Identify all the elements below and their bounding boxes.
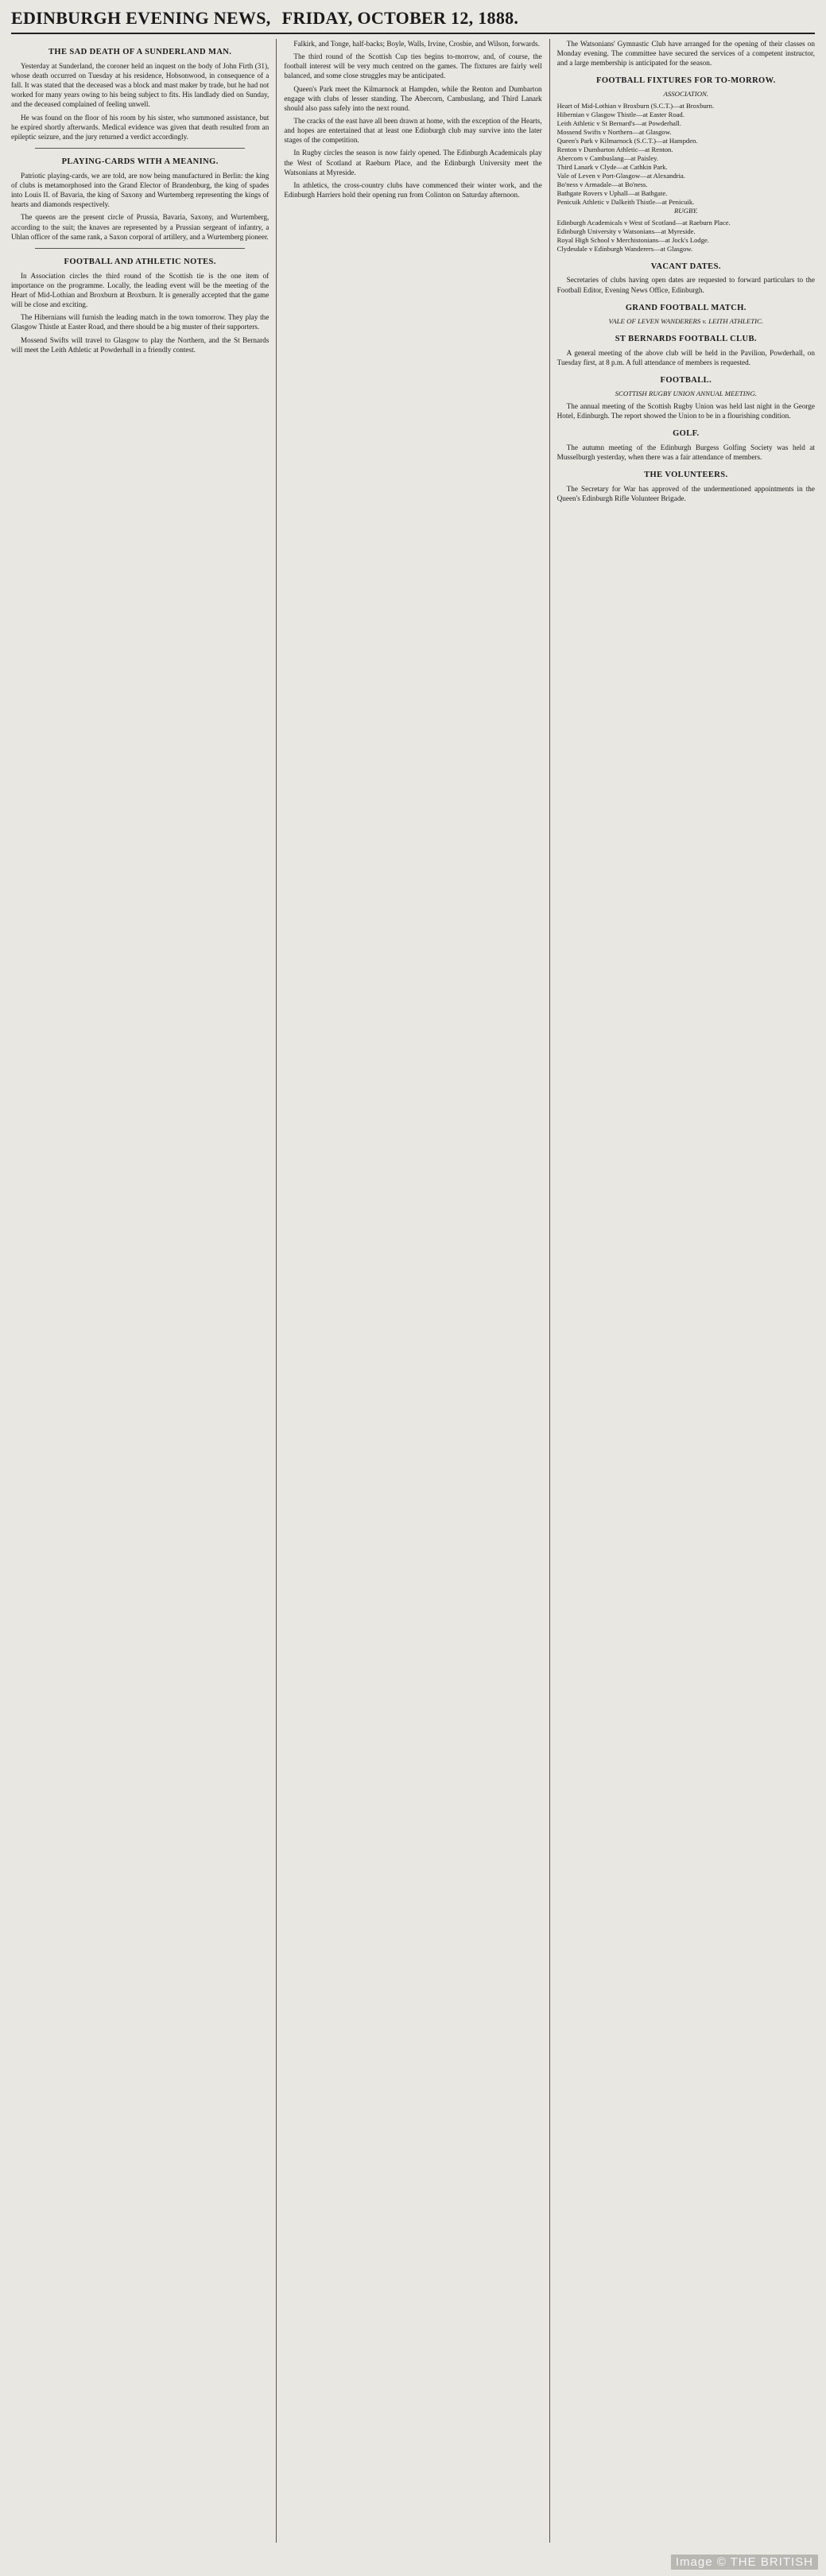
fixture-item: Abercorn v Cambuslang—at Paisley. <box>556 153 659 162</box>
article-paragraph: In Rugby circles the season is now fairly opened. The Edinburgh Academicals play the West of Scotland at Raeburn Place, and the Edinburgh University meet the Watsonians at Myreside. <box>284 149 542 176</box>
fixture-item: Queen's Park v Kilmarnock (S.C.T.)—at Hampden. <box>556 136 698 145</box>
fixture-item: Third Lanark v Clyde—at Cathkin Park. <box>556 162 668 171</box>
article-paragraph: Patriotic playing-cards, we are told, are now being manufactured in Berlin: the king of clubs is metamorphosed into the Grand Elector of Brandenburg, the king of spades into Louis II. of Bavaria, the king of Saxony and Wurtemberg representing the kings of hearts and diamonds respectively. <box>11 171 270 209</box>
divider <box>35 248 245 249</box>
fixture-item: Edinburgh University v Watsonians—at Myreside. <box>556 227 696 235</box>
article-heading: ST BERNARDS FOOTBALL CLUB. <box>615 335 757 344</box>
column-3 <box>549 39 815 2543</box>
article-paragraph: Yesterday at Sunderland, the coroner held an inquest on the body of John Firth (31), whose death occurred on Tuesday at his residence, Hobsonwood, in consequence of a fall. It was stated that the deceased was a block and mast maker by trade, but he had not worked for many years owing to his being subject to fits. His landlady died on Sunday, and the deceased complained of feeling unwell. <box>11 61 270 109</box>
divider <box>35 148 245 149</box>
fixture-item: Royal High School v Merchistonians—at Jock's Lodge. <box>556 235 709 244</box>
article-paragraph: In athletics, the cross-country clubs have commenced their winter work, and the Edinburgh Harriers hold their opening run from Colinton on Saturday afternoon. <box>284 180 542 199</box>
fixture-item: Bathgate Rovers v Uphall—at Bathgate. <box>556 188 668 197</box>
article-heading: VACANT DATES. <box>650 261 721 271</box>
article-paragraph: The cracks of the east have all been drawn at home, with the exception of the Hearts, and hopes are entertained that at least one Edinburgh club may survive into the later stages of the competition. <box>284 116 542 145</box>
article-heading: GOLF. <box>673 429 700 438</box>
article-heading: GRAND FOOTBALL MATCH. <box>625 303 747 312</box>
masthead-date: FRIDAY, OCTOBER 12, 1888. <box>281 8 519 28</box>
fixture-item: Mossend Swifts v Northern—at Glasgow. <box>556 127 672 136</box>
article-paragraph: The Watsonians' Gymnastic Club have arranged for the opening of their classes on Monday evening. The committee have secured the services of a competent instructor, and a large membership is anticipated for the season. <box>556 40 815 68</box>
sub-heading: ASSOCIATION. <box>663 90 709 99</box>
article-heading: PLAYING-CARDS WITH A MEANING. <box>61 157 219 166</box>
fixture-list <box>557 102 815 207</box>
article-paragraph: The annual meeting of the Scottish Rugby Union was held last night in the George Hotel, Edinburgh. The report showed the Union to be in a flourishing condition. <box>556 401 815 420</box>
fixture-item: Renton v Dumbarton Athletic—at Renton. <box>556 145 673 153</box>
article-heading: THE VOLUNTEERS. <box>644 471 728 480</box>
article-paragraph: The Secretary for War has approved of the undermentioned appointments in the Queen's Edinburgh Rifle Volunteer Brigade. <box>556 485 815 503</box>
article-paragraph: Falkirk, and Tonge, half-backs; Boyle, Walls, Irvine, Crosbie, and Wilson, forwards. <box>293 40 540 48</box>
article-paragraph: The autumn meeting of the Edinburgh Burgess Golfing Society was held at Musselburgh yesterday, when there was a fair attendance of members. <box>556 443 815 461</box>
article-paragraph: The Hibernians will furnish the leading match in the town tomorrow. They play the Glasgow Thistle at Easter Road, and there should be a big muster of their supporters. <box>11 313 270 331</box>
article-heading: FOOTBALL. <box>660 376 712 385</box>
column-2 <box>276 39 549 2543</box>
article-paragraph: The third round of the Scottish Cup ties begins to-morrow, and, of course, the football interest will be very much centred on the games. The fixtures are fairly well balanced, and some close struggles may be anticipated. <box>284 52 542 80</box>
fixture-item: Leith Athletic v St Bernard's—at Powderhall. <box>556 118 681 127</box>
fixture-item: Bo'ness v Armadale—at Bo'ness. <box>556 180 648 188</box>
copyright-watermark: Image © THE BRITISH <box>671 2555 818 2570</box>
article-paragraph: A general meeting of the above club will be held in the Pavilion, Powderhall, on Tuesday first, at 8 p.m. A full attendance of members is requested. <box>556 348 815 367</box>
sub-heading: RUGBY. <box>673 206 698 215</box>
article-paragraph: Queen's Park meet the Kilmarnock at Hampden, while the Renton and Dumbarton engage with clubs of lesser standing. The Abercorn, Cambuslang, and Third Lanark should also pass safely into the next round. <box>284 84 542 112</box>
fixture-item: Vale of Leven v Port-Glasgow—at Alexandria. <box>556 171 685 180</box>
column-1 <box>11 39 276 2543</box>
article-paragraph: Mossend Swifts will travel to Glasgow to play the Northern, and the St Bernards will meet the Leith Athletic at Powderhall in a friendly contest. <box>11 335 270 354</box>
fixture-item: Hibernian v Glasgow Thistle—at Easter Road. <box>556 110 684 118</box>
article-paragraph: In Association circles the third round of the Scottish tie is the one item of importance on the programme. Locally, the leading event will be the meeting of the Heart of Mid-Lothian and Broxburn at Broxburn. It is generally accepted that the game will be close and exciting. <box>11 271 270 309</box>
sub-heading: SCOTTISH RUGBY UNION ANNUAL MEETING. <box>615 389 757 398</box>
article-heading: FOOTBALL FIXTURES FOR TO-MORROW. <box>596 76 776 86</box>
fixture-item: Clydesdale v Edinburgh Wanderers—at Glasgow. <box>556 244 693 253</box>
fixture-item: Penicuik Athletic v Dalkeith Thistle—at Penicuik. <box>556 197 695 206</box>
article-paragraph: Secretaries of clubs having open dates are requested to forward particulars to the Football Editor, Evening News Office, Edinburgh. <box>556 276 815 294</box>
fixture-item: Edinburgh Academicals v West of Scotland—at Raeburn Place. <box>556 218 731 227</box>
article-paragraph: The queens are the present circle of Prussia, Bavaria, Saxony, and Wurtemberg, according to the suit; the knaves are represented by a Prussian sergeant of infantry, a Uhlan officer of the same rank, a Saxon corporal of artillery, and a Wurtemberg pioneer. <box>11 213 270 241</box>
text-columns <box>11 39 815 2543</box>
article-heading: THE SAD DEATH OF A SUNDERLAND MAN. <box>48 48 232 56</box>
masthead <box>11 8 815 34</box>
masthead-paper: EDINBURGH EVENING NEWS, <box>11 8 271 28</box>
fixture-item: Heart of Mid-Lothian v Broxburn (S.C.T.)—at Broxburn. <box>556 101 715 110</box>
article-paragraph: He was found on the floor of his room by his sister, who summoned assistance, but he expired shortly afterwards. Medical evidence was given that death resulted from an epileptic seizure, and the jury returned a verdict accordingly. <box>11 113 270 141</box>
article-heading: FOOTBALL AND ATHLETIC NOTES. <box>64 257 216 266</box>
sub-heading: VALE OF LEVEN WANDERERS v. LEITH ATHLETIC. <box>608 316 764 325</box>
fixture-list <box>557 219 815 254</box>
